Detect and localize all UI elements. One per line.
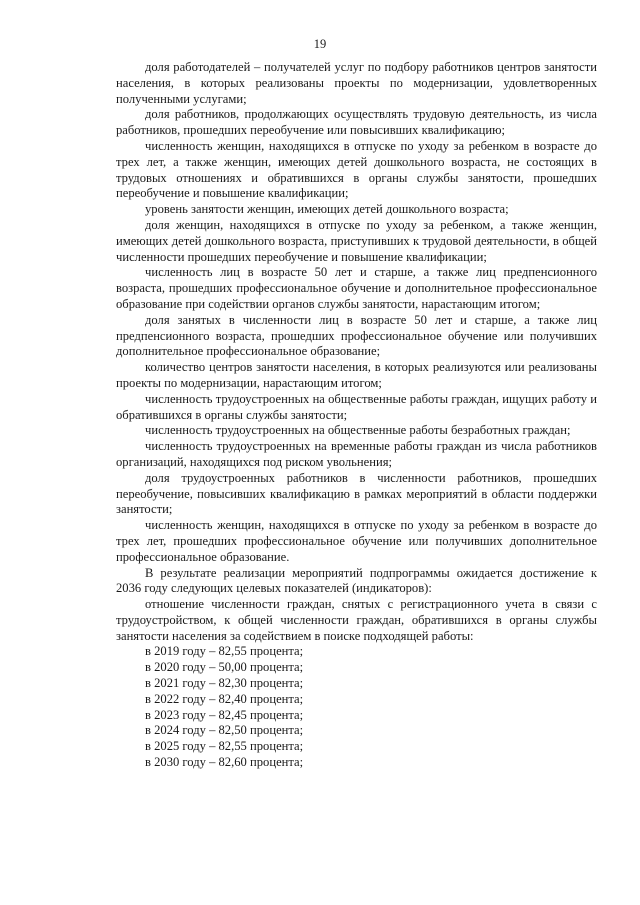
paragraph: доля работодателей – получателей услуг по подбору работников центров занятости населения, в которых реализованы проекты по модернизации, удовлетворенных полученными услугами; [116, 60, 597, 106]
paragraph: численность женщин, находящихся в отпуске по уходу за ребенком в возрасте до трех лет, прошедших профессиональное обучение или получивших дополнительное профессиональное образование. [116, 518, 597, 564]
paragraph: количество центров занятости населения, в которых реализуются или реализованы проекты по модернизации, нарастающим итогом; [116, 360, 597, 390]
paragraph: численность женщин, находящихся в отпуске по уходу за ребенком в возрасте до трех лет, а также женщин, имеющих детей дошкольного возраста, не состоящих в трудовых отношениях и обратившихся в органы службы занятости, прошедших переобучение и повышение квалификации; [116, 138, 597, 201]
paragraph: уровень занятости женщин, имеющих детей дошкольного возраста; [145, 202, 509, 217]
document-body [116, 60, 597, 771]
paragraph: доля трудоустроенных работников в численности работников, прошедших переобучение, повысивших квалификацию в рамках мероприятий в области поддержки занятости; [116, 470, 597, 517]
list-item: в 2020 году – 50,00 процента; [145, 660, 304, 675]
indicator-year-list [116, 644, 597, 770]
paragraph: В результате реализации мероприятий подпрограммы ожидается достижение к 2036 году следующих целевых показателей (индикаторов): [116, 565, 597, 596]
paragraph: численность трудоустроенных на общественные работы граждан, ищущих работу и обратившихся в органы службы занятости; [116, 391, 597, 422]
paragraph: доля женщин, находящихся в отпуске по уходу за ребенком, а также женщин, имеющих детей дошкольного возраста, приступивших к трудовой деятельности, в общей численности прошедших переобучение и повышение квалификации; [116, 217, 597, 264]
paragraph: доля работников, продолжающих осуществлять трудовую деятельность, из числа работников, прошедших переобучение или повысивших квалификацию; [116, 107, 597, 138]
paragraph: отношение численности граждан, снятых с регистрационного учета в связи с трудоустройством, к общей численности граждан, обратившихся в органы службы занятости населения за содействием в поиске подходящей работы: [116, 597, 597, 643]
list-item: в 2030 году – 82,60 процента; [145, 755, 304, 770]
paragraph: доля занятых в численности лиц в возрасте 50 лет и старше, а также лиц предпенсионного возраста, прошедших профессиональное обучение или получивших дополнительное профессиональное образование; [116, 312, 597, 359]
list-item: в 2024 году – 82,50 процента; [145, 723, 304, 738]
list-item: в 2023 году – 82,45 процента; [145, 707, 304, 722]
list-item: в 2021 году – 82,30 процента; [145, 676, 304, 691]
page-number: 19 [313, 37, 327, 51]
list-item: в 2022 году – 82,40 процента; [145, 691, 304, 706]
paragraph: численность трудоустроенных на общественные работы безработных граждан; [145, 423, 571, 438]
list-item: в 2025 году – 82,55 процента; [145, 739, 304, 754]
paragraph: численность трудоустроенных на временные работы граждан из числа работников организаций, находящихся под риском увольнения; [116, 439, 597, 469]
paragraph: численность лиц в возрасте 50 лет и старше, а также лиц предпенсионного возраста, прошедших профессиональное обучение и дополнительное профессиональное образование при содействии органов службы занятости, нарастающим итогом; [116, 265, 597, 311]
list-item: в 2019 году – 82,55 процента; [145, 644, 304, 659]
